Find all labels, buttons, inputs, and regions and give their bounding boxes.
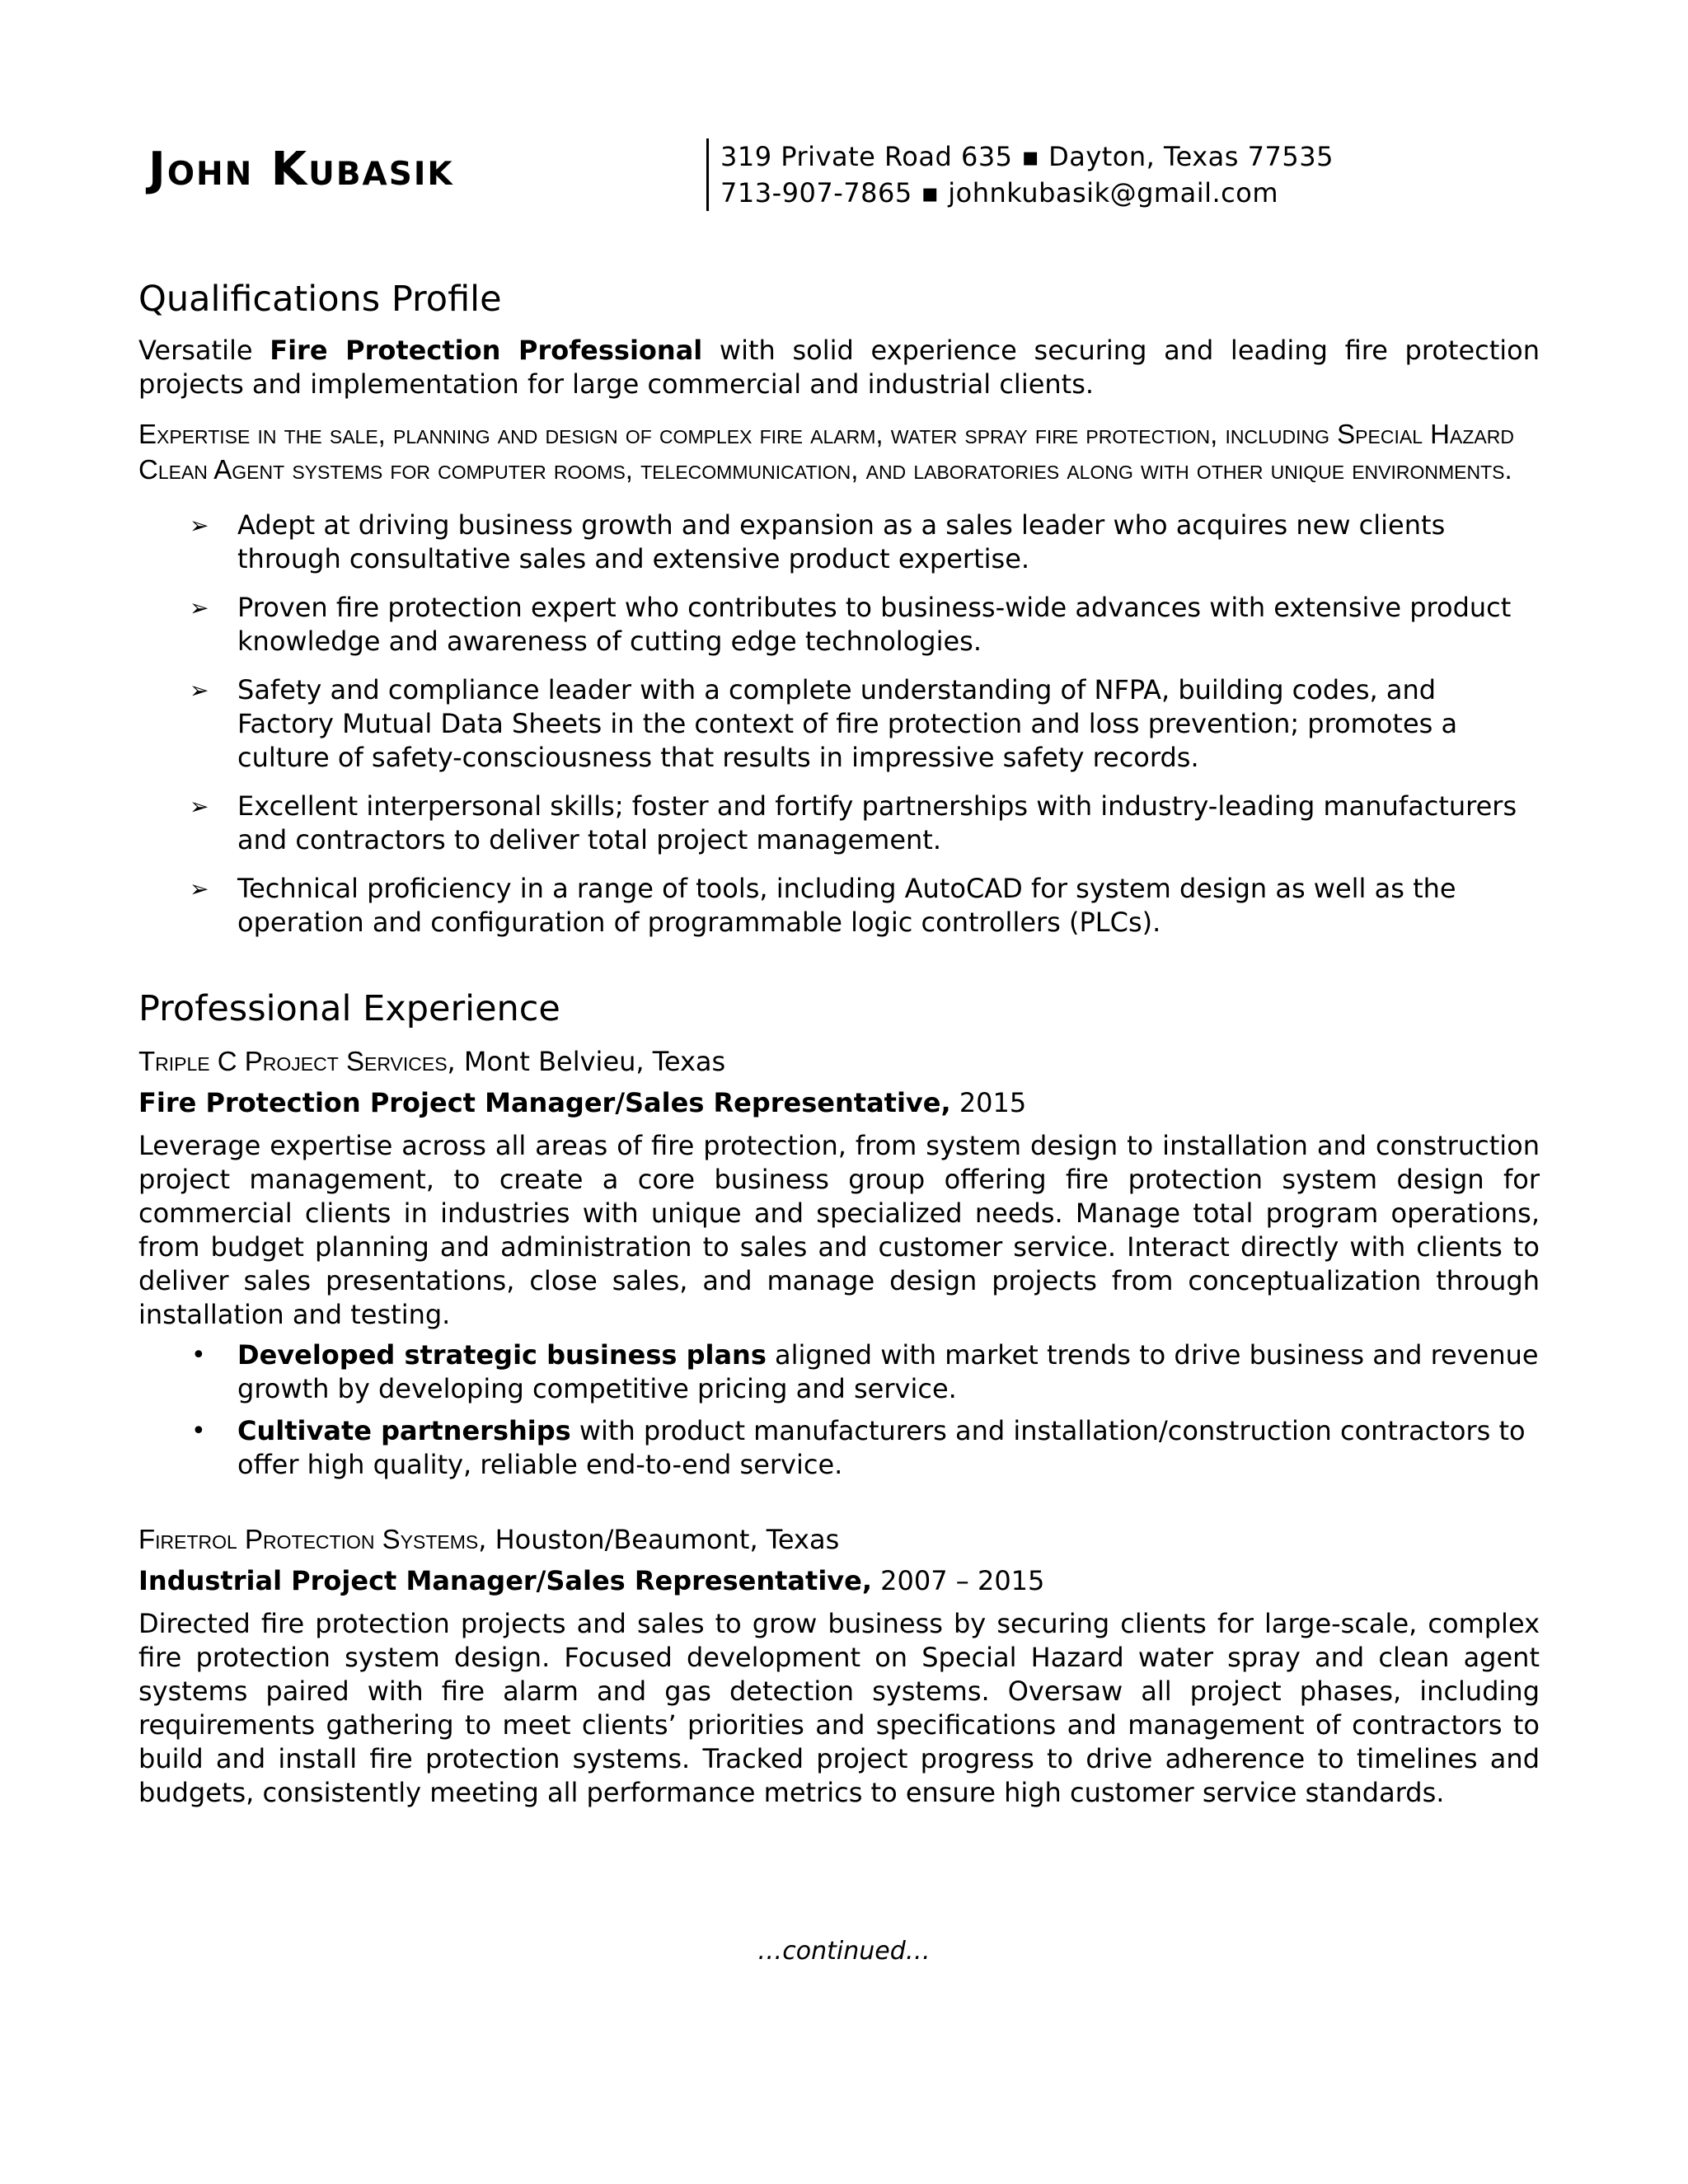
company-name: Firetrol Protection Systems [138, 1524, 479, 1554]
job-description: Directed fire protection projects and sales to grow business by securing clients for large-scale, complex fire protection system design. Focused development on Special Hazard water spray and clean agent systems paired with fire alarm and gas detection systems. Oversaw all project phases, including requirements gathering to meet clients’ priorities and specifications and management of contractors to build and install fire protection systems. Tracked project progress to drive adherence to timelines and budgets, consistently meeting all performance metrics to ensure high customer service standards. [138, 1608, 1540, 1808]
achievement-bold: Developed strategic business plans [237, 1339, 767, 1371]
company-name: Triple C Project Services [138, 1046, 448, 1076]
arrow-bullet-icon: ➢ [190, 512, 209, 539]
list-item [138, 1338, 1540, 1406]
bullet-text: Safety and compliance leader with a complete understanding of NFPA, building codes, and Factory Mutual Data Sheets in the context of fire protection and loss prevention; promotes a culture of safety-consciousness that results in impressive safety records. [237, 674, 1458, 773]
arrow-bullet-icon: ➢ [190, 594, 209, 621]
company-line [138, 1043, 1540, 1080]
company-location: , Mont Belvieu, Texas [447, 1046, 726, 1077]
qualifications-intro [138, 334, 1540, 401]
job-dates: 2015 [950, 1087, 1027, 1118]
arrow-bullet-icon: ➢ [190, 875, 209, 902]
bullet-dot-icon: • [191, 1417, 206, 1446]
job-dates: 2007 – 2015 [872, 1565, 1045, 1596]
qualifications-heading: Qualifications Profile [138, 279, 502, 320]
job-entry [138, 1521, 1540, 1810]
candidate-name: John Kubasik [148, 143, 454, 196]
arrow-bullet-icon: ➢ [190, 793, 209, 820]
list-item [138, 673, 1540, 775]
bullet-text: Technical proficiency in a range of tools, including AutoCAD for system design as well as the operation and configuration of programmable logic controllers (PLCs). [237, 873, 1456, 938]
expertise-statement: Expertise in the sale, planning and design of complex fire alarm, water spray fire protection, including Special Hazard Clean Agent systems for computer rooms, telecommunication, and laboratories along with other unique environments. [138, 419, 1514, 485]
company-location: , Houston/Beaumont, Texas [478, 1524, 840, 1555]
job-description: Leverage expertise across all areas of fire protection, from system design to installation and construction project management, to create a core business group offering fire protection system design for commercial clients in industries with unique and specialized needs. Manage total program operations, from budget planning and administration to sales and customer service. Interact directly with clients to deliver sales presentations, close sales, and manage design projects from conceptualization through installation and testing. [138, 1130, 1540, 1330]
list-item [138, 1414, 1540, 1482]
intro-post: with solid experience securing and leading fire protection projects and implementation for large commercial and industrial clients. [138, 335, 1540, 400]
qualification-bullets [138, 509, 1540, 940]
experience-heading: Professional Experience [138, 988, 560, 1029]
header-divider [706, 138, 709, 211]
contact-phone-email: 713-907-7865 ▪ johnkubasik@gmail.com [720, 177, 1278, 209]
list-item [138, 509, 1540, 576]
resume-body [138, 274, 1540, 1810]
job-title-line [138, 1563, 1540, 1599]
achievement-text: with product manufacturers and installation/construction contractors to offer high quality, reliable end-to-end service. [237, 1415, 1526, 1480]
intro-bold: Fire Protection Professional [270, 335, 703, 366]
qualifications-section [138, 274, 1540, 940]
contact-block [720, 138, 1334, 211]
job-title-line [138, 1085, 1540, 1121]
job-entry [138, 1043, 1540, 1482]
bullet-text: Proven fire protection expert who contributes to business-wide advances with extensive product knowledge and awareness of cutting edge technologies. [237, 592, 1512, 657]
intro-pre: Versatile [138, 335, 270, 366]
achievement-list [138, 1338, 1540, 1482]
job-title: Fire Protection Project Manager/Sales Representative, [138, 1087, 951, 1118]
list-item [138, 872, 1540, 940]
contact-address: 319 Private Road 635 ▪ Dayton, Texas 77535 [720, 141, 1334, 172]
continued-note: …continued… [757, 1937, 931, 1966]
list-item [138, 591, 1540, 658]
bullet-dot-icon: • [191, 1341, 206, 1370]
bullet-text: Adept at driving business growth and expansion as a sales leader who acquires new clients through consultative sales and extensive product expertise. [237, 509, 1446, 574]
list-item [138, 790, 1540, 857]
experience-section [138, 984, 1540, 1810]
company-line [138, 1521, 1540, 1558]
arrow-bullet-icon: ➢ [190, 677, 209, 704]
bullet-text: Excellent interpersonal skills; foster and fortify partnerships with industry-leading manufacturers and contractors to deliver total project management. [237, 790, 1517, 855]
job-title: Industrial Project Manager/Sales Representative, [138, 1565, 872, 1596]
achievement-bold: Cultivate partnerships [237, 1415, 571, 1446]
achievement-text: aligned with market trends to drive business and revenue growth by developing competitive pricing and service. [237, 1339, 1539, 1404]
